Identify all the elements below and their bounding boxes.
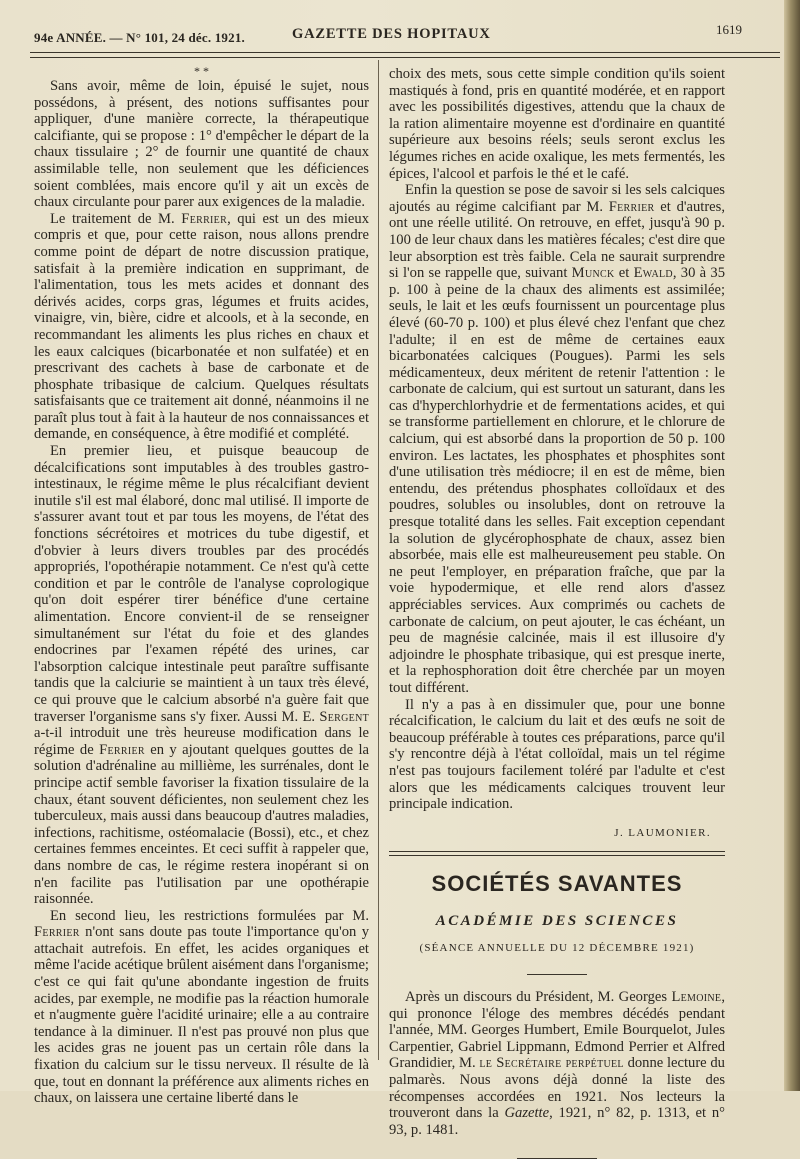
paragraph-text: Le traitement de M. xyxy=(50,210,175,227)
paragraph-text: en y ajoutant quelques gouttes de la solution d'adrénaline au millième, les surrénales, dont le principe actif semble favoriser la fixation tissulaire de la chaux, étant souvent déficientes, non seulement chez les tuberculeux, mais aussi dans beaucoup d'autres maladies, infections, rachitisme, ostéomalacie (Bossi), etc., et chez certaines femmes enceintes. Et ceci suffit à rappeler que, dans nombre de cas, le régime restera inopérant si on n'en facilite pas l'utilisation par une opothérapie raisonnée. xyxy=(34,741,369,908)
author-name: Ferrier xyxy=(34,924,80,941)
paragraph-text: choix des mets, sous cette simple condition qu'ils soient mastiqués à fond, pris en quantité modérée, et en rapport avec les possibilités digestives, attendu que la chaux de la ration alimentaire moyenne est d'ordinaire en quantité supérieure aux besoins réels; seuls seront exclus les légumes riches en acide oxalique, les mets fermentés, les épices, l'alcool et parfois le thé et le café. xyxy=(389,66,725,182)
paragraph-text: Il n'y a pas à en dissimuler que, pour une bonne récalcification, le calcium du lait et des œufs ne soit de beaucoup préférable à toutes ces préparations, parce qu'il s'y rencontre déjà à l'état colloïdal, mais un tel régime n'est pas toujours facilement toléré par l'adulte et c'est alors que les médicaments calciques trouvent leur principale indication. xyxy=(389,696,725,813)
page-number: 1619 xyxy=(716,22,742,37)
secretary-title: le Secrétaire perpétuel xyxy=(479,1055,624,1072)
paragraph-text: , 30 à 35 p. 100 à peine de la chaux des aliments est assimilée; seuls, le lait et les œufs fournissent un pourcentage plus élevé (60-70 p. 100) et plus élevé chez l'enfant que chez l'adulte; il en est de même de certaines eaux bicarbonatées calciques (Pougues). Parmi les sels médicamenteux, deux méritent de retenir l'attention : le carbonate de calcium, qui est surtout un saturant, dans les cas d'hyperchlorhydrie et de fermentations acides, et qui se transforme partiellement en chlorure, et le chlorure de calcium, qui est absorbé dans la proportion de 50 p. 100 environ. Les lactates, les phosphates et phosphites sont d'une utilisation très médiocre; il en est de même, bien entendu, des prétendus phosphates colloïdaux et des poudres, solubles ou insolubles, dont on retrouve la presque totalité dans les selles. Fait exception cependant la solution de glycérophosphate de chaux, assez bien absorbée, mais elle est malheureusement peu stable. On ne peut l'employer, en préparation fraîche, que par la voie hypodermique, et elle rend alors d'assez appréciables services. Aux comprimés ou cachets de carbonate de calcium, on peut ajouter, le cas échéant, un peu de magnésie calcinée, mais il est illusoire d'y adjoindre le phosphate tribasique, qui est presque inerte, et la rephosphoration doit être cherchée par un moyen tout différent. xyxy=(389,265,726,696)
author-name: Ferrier xyxy=(99,741,145,758)
section-stars: * * xyxy=(194,64,209,78)
author-signature: J. LAUMONIER. xyxy=(614,826,711,839)
paragraph xyxy=(34,908,369,1107)
journal-reference: Gazette xyxy=(504,1105,550,1122)
author-name: Lemoine xyxy=(671,989,722,1006)
paragraph-text: et xyxy=(618,265,630,282)
paragraph-text: En second lieu, les restrictions formulées par M. xyxy=(50,907,369,924)
author-name: Sergent xyxy=(319,708,369,725)
journal-title: GAZETTE DES HOPITAUX xyxy=(292,26,491,42)
paragraph xyxy=(389,66,725,182)
paragraph-text: , qui est un des mieux compris et que, pour cette raison, nous allons prendre comme point de départ de notre discussion pratique, satisfait à la première indication en supprimant, de l'alimentation, tous les mets acides et donnant des dérivés acides, corps gras, légumes et fruits acides, vinaigre, vin, bière, cidre et alcools, et à la seconde, en recommandant les aliments les plus riches en chaux et les eaux calciques (bicarbonatée et non sulfatée) et en prescrivant des cachets à base de carbonate et de phosphate tribasique de calcium. Quelques résultats satisfaisants que ce traitement ait donné, néanmoins il ne paraît plus tout à fait à la hauteur de nos connaissances et demande, en conséquence, à être modifié et complété. xyxy=(34,210,369,443)
paragraph-text: a-t-il introduit une très heureuse modification dans le régime de xyxy=(34,725,369,758)
paragraph xyxy=(389,182,725,696)
author-name: Munck xyxy=(571,265,615,282)
right-column xyxy=(389,66,725,1159)
paragraph xyxy=(389,989,725,1138)
paragraph-text: Sans avoir, même de loin, épuisé le sujet, nous possédons, à présent, des notions suffisantes pour appliquer, d'une manière correcte, la thérapeutique calcifiante, qui se propose : 1° d'empêcher le départ de la chaux tissulaire ; 2° de fournir une quantité de chaux assimilable telle, non seulement que les déficiences soient comblées, mais encore qu'il y ait un excès de chaux circulante pour parer aux exigences de la maladie. xyxy=(34,78,369,211)
paragraph-text: En premier lieu, et puisque beaucoup de décalcifications sont imputables à des troubles gastro-intestinaux, le régime même le plus récalcifiant devient inutile s'il est mal élaboré, donc mal utilisé. Il importe de s'assurer avant tout et par tous les moyens, de l'état des fonctions sécrétoires et motrices du tube digestif, et d'obvier à leurs divers troubles par des procédés appropriés, l'opothérapie notamment. Ce n'est qu'à cette condition et par le contrôle de l'analyse coprologique qu'on doit espérer tirer bénéfice d'une certaine alimentation. Encore convient-il de se renseigner simultanément sur l'état du foie et des glandes endocrines par l'examen répété des urines, car l'absorption calcique intestinale peut paraître suffisante tandis que la calciurie se maintient à un taux très élevé, ce qui prouve que le calcium absorbé n'a guère fait que traverser l'organisme sans s'y fixer. Aussi M. E. xyxy=(34,443,369,725)
paragraph xyxy=(34,443,369,908)
paragraph-text: Après un discours du Président, M. Georges xyxy=(405,989,668,1006)
paragraph-text: Enfin la question se pose de savoir si les sels calciques ajoutés au régime calcifiant par M. xyxy=(389,182,725,215)
left-column xyxy=(34,66,369,1107)
paragraph xyxy=(34,211,369,443)
paragraph-text: donne lecture du palmarès. Nous avons déjà donné la liste des récompenses accordées en 1921. Nos lecteurs la trouveront dans la xyxy=(389,1055,725,1122)
author-name: Ferrier xyxy=(608,198,655,215)
paragraph-text: , 1921, n° 82, p. 1313, et n° 93, p. 1481. xyxy=(389,1105,725,1138)
page-edge-shadow xyxy=(784,0,800,1091)
short-rule xyxy=(527,974,587,975)
section-heading: SOCIÉTÉS SAVANTES xyxy=(431,871,683,897)
paragraph-text: , qui prononce l'éloge des membres décédés pendant l'année, MM. Georges Humbert, Emile Bourquelot, Jules Carpentier, Gabriel Lippmann, Edmond Perrier et Alfred Grandidier, M. xyxy=(389,989,725,1072)
issue-info: 94e ANNÉE. — N° 101, 24 déc. 1921. xyxy=(34,30,245,45)
section-rule xyxy=(389,851,725,856)
paragraph xyxy=(34,78,369,211)
header-rule xyxy=(30,52,780,58)
academy-heading: ACADÉMIE DES SCIENCES xyxy=(435,912,679,929)
author-name: Ewald xyxy=(633,265,673,282)
session-subtitle: (SÉANCE ANNUELLE DU 12 DÉCEMBRE 1921) xyxy=(419,941,695,954)
page-header xyxy=(30,22,742,48)
author-name: Ferrier xyxy=(181,210,228,227)
column-divider xyxy=(378,60,379,1060)
paragraph xyxy=(389,697,725,813)
paragraph-text: n'ont sans doute pas toute l'importance qu'on y attachait autrefois. En effet, les acides organiques et même l'acide acétique brûlent aisément dans l'organisme; c'est ce qui fait qu'une abondante ingestion de fruits acides, par exemple, ne modifie pas la réaction humorale et n'augmente guère l'acidité urinaire; elle a au contraire tendance à la diminuer. Il n'est pas prouvé non plus que les acides gras ne jouent pas un certain rôle dans la fixation du calcium sur le tissu nerveux. Il résulte de là que, tout en donnant la préférence aux aliments riches en chaux, on laissera une certaine liberté dans le xyxy=(34,924,369,1107)
paragraph-text: et d'autres, ont une réelle utilité. On retrouve, en effet, jusqu'à 90 p. 100 de leur chaux dans les matières fécales; c'est dire que leur absorption est très faible. Cela ne saurait surprendre si l'on se rappelle que, suivant xyxy=(389,198,725,282)
